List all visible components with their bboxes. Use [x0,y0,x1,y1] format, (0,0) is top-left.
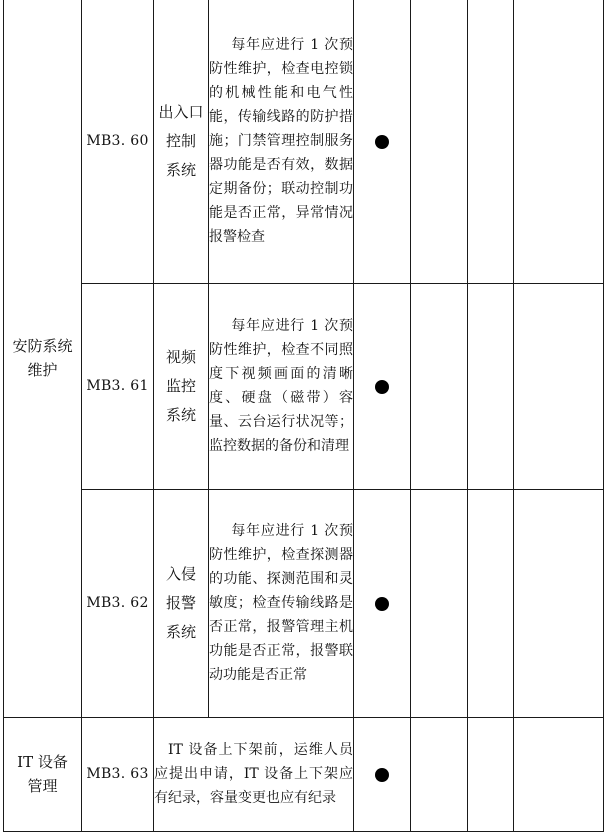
empty-cell [411,489,468,717]
item-code: MB3. 62 [86,595,149,611]
empty-cell [411,283,468,489]
category-label: 安防系统维护 [12,337,73,380]
empty-cell [514,717,604,831]
code-cell [82,717,154,831]
empty-cell [514,283,604,489]
item-name-line: 报警 [165,593,196,612]
filled-dot-icon [375,597,389,611]
name-cell [154,489,209,717]
filled-dot-icon [375,380,389,394]
requirement-cell [209,489,354,717]
requirement-cell [209,283,354,489]
item-name-line: 系统 [165,405,196,424]
empty-cell [468,489,514,717]
code-cell [82,489,154,717]
name-cell [154,0,209,283]
empty-cell [468,0,514,283]
table-row [4,489,604,717]
code-cell [82,0,154,283]
item-code: MB3. 61 [86,378,149,394]
category-cell [4,0,82,717]
maintenance-spec-table [3,0,604,832]
item-name-line: 系统 [165,622,196,641]
mark-cell [354,489,411,717]
item-name-line: 入侵 [165,564,196,583]
empty-cell [514,489,604,717]
mark-cell [354,717,411,831]
table-row [4,0,604,283]
category-cell [4,717,82,831]
item-code: MB3. 60 [86,133,149,150]
mark-cell [354,0,411,283]
item-name-line: 控制 [165,131,196,150]
item-name-line: 出入口 [158,102,204,121]
filled-dot-icon [375,135,389,149]
requirement-cell [154,717,354,831]
requirement-text: 每年应进行 1 次预防性维护，检查电控锁的机械性能和电气性能，传输线路的防护措施；门禁管理控制服务器功能是否有效，数据定期备份；联动控制功能是否正常，异常情况报警检查 [209,37,353,246]
requirement-cell [209,0,354,283]
item-code: MB3. 63 [86,766,149,782]
item-name-line: 监控 [165,376,196,395]
empty-cell [514,0,604,283]
requirement-text: 每年应进行 1 次预防性维护，检查不同照度下视频画面的清晰度、硬盘（磁带）容量、云台运行状况等；监控数据的备份和清理 [209,318,353,454]
item-name-line: 系统 [165,160,196,179]
category-label: IT 设备管理 [17,753,68,795]
empty-cell [411,0,468,283]
empty-cell [411,717,468,831]
table-row [4,283,604,489]
requirement-text: IT 设备上下架前，运维人员应提出申请，IT 设备上下架应有纪录，容量变更也应有纪录 [154,742,353,806]
requirement-text: 每年应进行 1 次预防性维护，检查探测器的功能、探测范围和灵敏度；检查传输线路是否正常，报警管理主机功能是否正常，报警联动功能是否正常 [209,523,353,683]
code-cell [82,283,154,489]
item-name-line: 视频 [165,347,196,366]
name-cell [154,283,209,489]
empty-cell [468,283,514,489]
mark-cell [354,283,411,489]
empty-cell [468,717,514,831]
table-row [4,717,604,831]
filled-dot-icon [375,768,389,782]
